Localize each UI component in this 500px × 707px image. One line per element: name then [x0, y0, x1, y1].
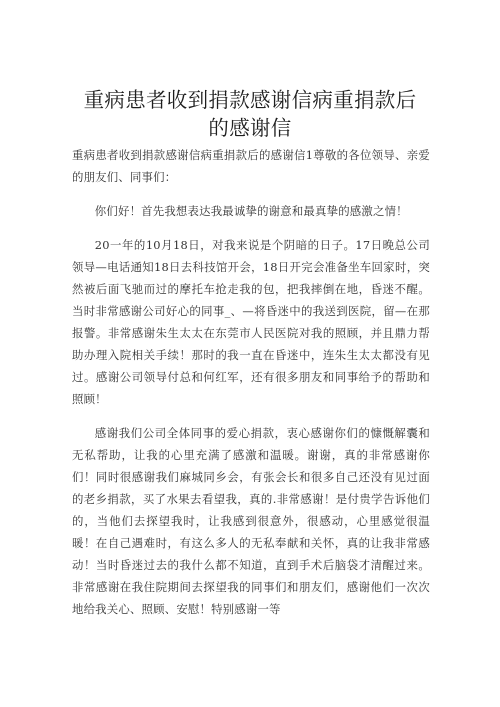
thanks-paragraph: 感谢我们公司全体同事的爱心捐款，衷心感谢你们的慷慨解囊和无私帮助，让我的心里充满了感激和温暖。谢谢，真的非常感谢你们！同时很感谢我们麻城同乡会，有张会长和很多自己还没有见过面的老乡捐款，买了水果去看望我，真的.非常感谢！是付贵学告诉他们的，当他们去探望我时，让我感到很意外，很感动，心里感觉很温暖！在自己遇难时，有这么多人的无私奉献和关怀，真的让我非常感动！当时昏迷过去的我什么都不知道，直到手术后脑袋才清醒过来。非常感谢在我住院期间去探望我的同事们和朋友们，感谢他们一次次地给我关心、照顾、安慰！特别感谢一等 [72, 426, 430, 616]
salutation-paragraph: 重病患者收到捐款感谢信病重捐款后的感谢信1尊敬的各位领导、亲爱的朋友们、同事们： [72, 148, 430, 184]
greeting-paragraph: 你们好！首先我想表达我最诚挚的谢意和最真挚的感激之情！ [94, 204, 408, 218]
incident-paragraph: 20一年的10月18日，对我来说是个阴暗的日子。17日晚总公司领导—电话通知18日去科技馆开会，18日开完会准备坐车回家时，突然被后面飞驰而过的摩托车抢走我的包，把我摔倒在地，昏迷不醒。当时非常感谢公司好心的同事_、—将昏迷中的我送到医院，留—在那报警。非常感谢朱生太太在东莞市人民医院对我的照顾，并且鼎力帮助办理入院相关手续！那时的我一直在昏迷中，连朱生太太都没有见过。感谢公司领导付总和何红军，还有很多朋友和同事给予的帮助和照顾！ [72, 238, 430, 406]
document-body [72, 144, 430, 632]
document-title: 重病患者收到捐款感谢信病重捐款后的感谢信 [83, 88, 417, 140]
